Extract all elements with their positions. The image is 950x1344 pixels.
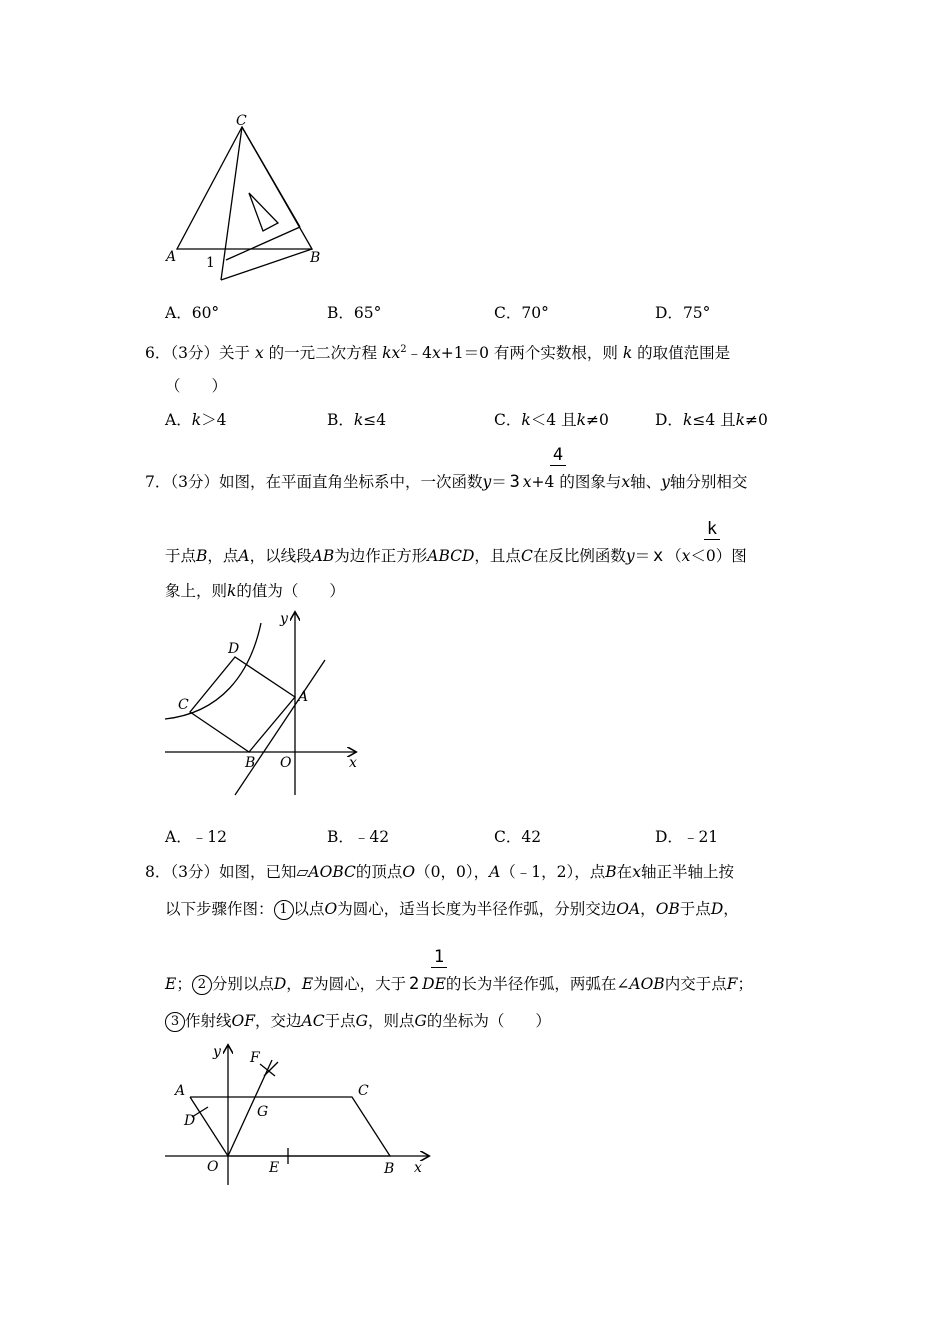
q8-label-a: A [175, 1083, 186, 1099]
q7-fraction-bar [550, 465, 566, 466]
q5-triangle-figure [160, 105, 330, 290]
q7-coordinate-figure [160, 605, 370, 805]
q7-option-b: B．﹣42 [327, 828, 390, 846]
q5-label-angle-1: 1 [206, 255, 215, 271]
q8-label-e: E [269, 1160, 280, 1176]
q7-stem-line2: 于点B，点A，以线段AB为边作正方形ABCD，且点C在反比例函数y＝ x （x＜0）图 [165, 546, 747, 566]
q7-option-d: D．﹣21 [655, 828, 719, 846]
q7-stem-line3: 象上，则k的值为（ ） [165, 582, 345, 600]
q6-stem: 6．（3分）关于 x 的一元二次方程 $kx^2﹣4x+1=0$ 有两个实数根，则 k 的取值范围是 [145, 344, 731, 363]
q8-label-x: x [414, 1160, 422, 1176]
q8-stem-line2: 以下步骤作图： 1 以点O为圆心，适当长度为半径作弧，分别交边OA，OB于点D， [165, 900, 739, 918]
q7-label-b: B [245, 755, 256, 771]
q8-label-b: B [384, 1161, 395, 1177]
q8-label-f: F [250, 1050, 260, 1066]
q7-label-x: x [349, 755, 357, 771]
q7-label-d: D [228, 641, 240, 657]
q7-label-o: O [280, 755, 292, 771]
q8-label-d: D [184, 1113, 196, 1129]
q6-option-a: A．k＞4 [165, 411, 227, 429]
q7-fraction-numerator: 4 [552, 445, 564, 465]
q8-parallelogram-figure [160, 1040, 440, 1190]
q7-label-c: C [178, 697, 189, 713]
q8-label-y: y [213, 1044, 221, 1060]
q5-label-b: B [310, 250, 321, 266]
q5-option-b: B．65° [327, 304, 382, 322]
q5-label-c: C [236, 113, 247, 129]
step-3-marker: 3 [165, 1012, 185, 1032]
q7-k-numerator: k [706, 519, 718, 539]
q8-stem-line3: E； 2 分别以点D，E为圆心，大于 2 DE的长为半径作弧，两弧在∠AOB内交于点F； [165, 974, 753, 994]
q8-label-g: G [257, 1104, 269, 1120]
q8-stem-line4: 3 作射线OF，交边AC于点G，则点G的坐标为（ ） [165, 1011, 551, 1032]
q7-k-fraction-bar [704, 539, 720, 540]
q6-option-b: B．k≤4 [327, 411, 387, 429]
q5-option-d: D．75° [655, 304, 711, 322]
q7-label-a: A [298, 689, 309, 705]
q5-label-a: A [166, 249, 177, 265]
step-1-marker: 1 [274, 900, 294, 920]
q6-option-c: C．k＜4 且k≠0 [494, 411, 609, 429]
q7-option-a: A．﹣12 [165, 828, 227, 846]
q5-option-a: A．60° [165, 304, 220, 322]
step-2-marker: 2 [192, 975, 212, 995]
q6-option-d: D．k≤4 且k≠0 [655, 411, 768, 429]
q8-half-numerator: 1 [433, 947, 445, 967]
q8-label-o: O [207, 1159, 219, 1175]
q7-stem-line1: 7．（3分）如图，在平面直角坐标系中，一次函数y＝ 3 x+4 的图象与x轴、y轴分别相交 [145, 472, 748, 492]
q8-stem-line1: 8．（3分）如图，已知▱AOBC的顶点O（0，0），A（﹣1，2），点B在x轴正半轴上按 [145, 863, 734, 881]
q7-option-c: C．42 [494, 828, 542, 846]
q6-paren: （ ） [165, 377, 228, 395]
q8-label-c: C [358, 1083, 369, 1099]
q8-half-fraction-bar [431, 967, 447, 968]
q7-label-y: y [280, 611, 288, 627]
q5-option-c: C．70° [494, 304, 549, 322]
